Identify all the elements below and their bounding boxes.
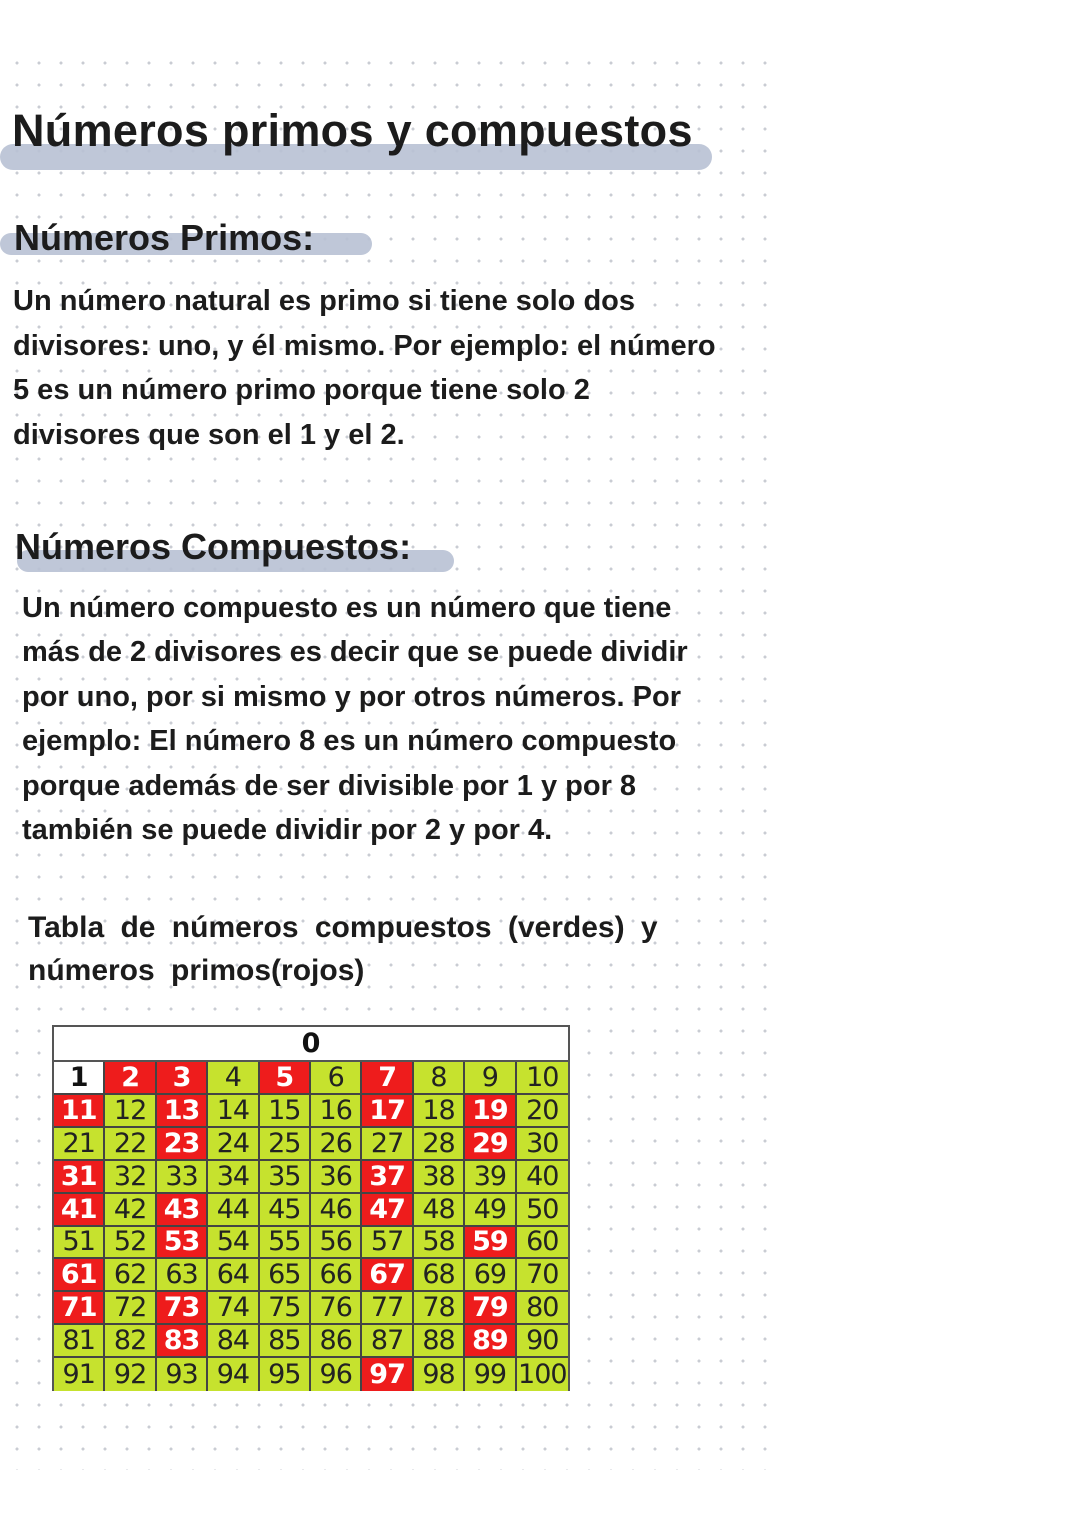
- primos-definition: Un número natural es primo si tiene solo dos divisores: uno, y él mismo. Por ejemplo: el número 5 es un número primo porque tiene solo 2 divisores que son el 1 y el 2.: [13, 285, 716, 451]
- composite-number-cell: 10: [517, 1062, 568, 1095]
- composite-number-cell: 69: [465, 1259, 516, 1292]
- number-grid: [54, 1062, 568, 1391]
- composite-number-cell: 81: [54, 1325, 105, 1358]
- composite-number-cell: 33: [157, 1161, 208, 1194]
- composite-number-cell: 100: [518, 1359, 567, 1391]
- composite-number-cell: 76: [311, 1292, 362, 1325]
- prime-number-cell: 37: [362, 1161, 413, 1194]
- composite-number-cell: 84: [208, 1325, 259, 1358]
- composite-number-cell: 54: [208, 1227, 259, 1260]
- prime-number-cell: 31: [54, 1161, 105, 1194]
- prime-number-cell: 79: [465, 1292, 516, 1325]
- composite-number-cell: 63: [157, 1259, 208, 1292]
- prime-number-cell: 29: [465, 1128, 516, 1161]
- composite-number-cell: 80: [517, 1292, 568, 1325]
- composite-number-cell: 99: [465, 1358, 516, 1391]
- prime-number-cell: 47: [362, 1194, 413, 1227]
- compuestos-definition: Un número compuesto es un número que tiene más de 2 divisores es decir que se puede dividir por uno, por si mismo y por otros números. Por ejemplo: El número 8 es un número compuesto porque además de ser divisible por 1 y por 8 también se puede dividir por 2 y por 4.: [22, 592, 688, 847]
- composite-number-cell: 42: [105, 1194, 156, 1227]
- composite-number-cell: 40: [517, 1161, 568, 1194]
- composite-number-cell: 14: [208, 1095, 259, 1128]
- composite-number-cell: 65: [260, 1259, 311, 1292]
- composite-number-cell: 52: [105, 1227, 156, 1260]
- composite-number-cell: 18: [414, 1095, 465, 1128]
- composite-number-cell: 6: [311, 1062, 362, 1095]
- table-header-cell: 0: [54, 1027, 568, 1062]
- composite-number-cell: 20: [517, 1095, 568, 1128]
- composite-number-cell: 24: [208, 1128, 259, 1161]
- composite-number-cell: 9: [465, 1062, 516, 1095]
- prime-number-cell: 3: [157, 1062, 208, 1095]
- composite-number-cell: 85: [260, 1325, 311, 1358]
- composite-number-cell: 94: [208, 1358, 259, 1391]
- prime-number-cell: 23: [157, 1128, 208, 1161]
- composite-number-cell: 27: [362, 1128, 413, 1161]
- composite-number-cell: 87: [362, 1325, 413, 1358]
- composite-number-cell: 22: [105, 1128, 156, 1161]
- composite-number-cell: 25: [260, 1128, 311, 1161]
- composite-number-cell: 93: [157, 1358, 208, 1391]
- composite-number-cell: 66: [311, 1259, 362, 1292]
- title-block: [0, 96, 693, 166]
- composite-number-cell: 51: [54, 1227, 105, 1260]
- composite-number-cell: 60: [517, 1227, 568, 1260]
- prime-number-cell: 43: [157, 1194, 208, 1227]
- composite-number-cell: 16: [311, 1095, 362, 1128]
- composite-number-cell: 30: [517, 1128, 568, 1161]
- page-right-margin: [770, 0, 1080, 1528]
- primos-heading: Números Primos:: [14, 217, 315, 258]
- composite-number-cell: 64: [208, 1259, 259, 1292]
- composite-number-cell: 8: [414, 1062, 465, 1095]
- prime-number-cell: 61: [54, 1259, 105, 1292]
- composite-number-cell: 56: [311, 1227, 362, 1260]
- compuestos-heading: Números Compuestos:: [15, 526, 412, 567]
- prime-number-cell: 7: [362, 1062, 413, 1095]
- composite-number-cell: 82: [105, 1325, 156, 1358]
- prime-number-cell: 71: [54, 1292, 105, 1325]
- composite-number-cell: 75: [260, 1292, 311, 1325]
- prime-number-cell: 53: [157, 1227, 208, 1260]
- composite-number-cell: 44: [208, 1194, 259, 1227]
- composite-number-cell: 39: [465, 1161, 516, 1194]
- composite-number-cell: 46: [311, 1194, 362, 1227]
- composite-number-cell: 77: [362, 1292, 413, 1325]
- composite-number-cell: 4: [208, 1062, 259, 1095]
- composite-number-cell: 55: [260, 1227, 311, 1260]
- prime-number-cell: 97: [362, 1358, 413, 1391]
- page-title: Números primos y compuestos: [12, 105, 693, 156]
- composite-number-cell: 68: [414, 1259, 465, 1292]
- prime-number-cell: 89: [465, 1325, 516, 1358]
- composite-number-cell: 90: [517, 1325, 568, 1358]
- composite-number-cell: 45: [260, 1194, 311, 1227]
- prime-number-cell: 19: [465, 1095, 516, 1128]
- table-caption: Tabla de números compuestos (verdes) y números primos(rojos): [28, 911, 658, 987]
- composite-number-cell: 50: [517, 1194, 568, 1227]
- composite-number-cell: 32: [105, 1161, 156, 1194]
- page-bottom-margin: [0, 1470, 1080, 1528]
- composite-number-cell: 91: [54, 1358, 105, 1391]
- prime-number-cell: 2: [105, 1062, 156, 1095]
- hundred-chart-table: [52, 1025, 570, 1391]
- prime-number-cell: 41: [54, 1194, 105, 1227]
- prime-number-cell: 67: [362, 1259, 413, 1292]
- composite-number-cell: 57: [362, 1227, 413, 1260]
- composite-number-cell: 49: [465, 1194, 516, 1227]
- composite-number-cell: 70: [517, 1259, 568, 1292]
- composite-number-cell: 72: [105, 1292, 156, 1325]
- prime-number-cell: 83: [157, 1325, 208, 1358]
- composite-number-cell: 98: [414, 1358, 465, 1391]
- composite-number-cell: 58: [414, 1227, 465, 1260]
- composite-number-cell: 38: [414, 1161, 465, 1194]
- composite-number-cell: 12: [105, 1095, 156, 1128]
- composite-number-cell: 35: [260, 1161, 311, 1194]
- compuestos-heading-block: [15, 522, 411, 572]
- composite-number-cell: 28: [414, 1128, 465, 1161]
- composite-number-cell: 15: [260, 1095, 311, 1128]
- composite-number-cell: 78: [414, 1292, 465, 1325]
- prime-number-cell: 13: [157, 1095, 208, 1128]
- composite-number-cell: 96: [311, 1358, 362, 1391]
- composite-number-cell: 95: [260, 1358, 311, 1391]
- composite-number-cell: 74: [208, 1292, 259, 1325]
- composite-number-cell: 36: [311, 1161, 362, 1194]
- prime-number-cell: 5: [260, 1062, 311, 1095]
- composite-number-cell: 21: [54, 1128, 105, 1161]
- composite-number-cell: 34: [208, 1161, 259, 1194]
- composite-number-cell: 86: [311, 1325, 362, 1358]
- prime-number-cell: 73: [157, 1292, 208, 1325]
- unit-number-cell: 1: [54, 1062, 105, 1095]
- primos-heading-block: [14, 213, 314, 263]
- prime-number-cell: 11: [54, 1095, 105, 1128]
- composite-number-cell: 26: [311, 1128, 362, 1161]
- prime-number-cell: 17: [362, 1095, 413, 1128]
- composite-number-cell: 88: [414, 1325, 465, 1358]
- composite-number-cell: 62: [105, 1259, 156, 1292]
- composite-number-cell: 48: [414, 1194, 465, 1227]
- composite-number-cell: 92: [105, 1358, 156, 1391]
- prime-number-cell: 59: [465, 1227, 516, 1260]
